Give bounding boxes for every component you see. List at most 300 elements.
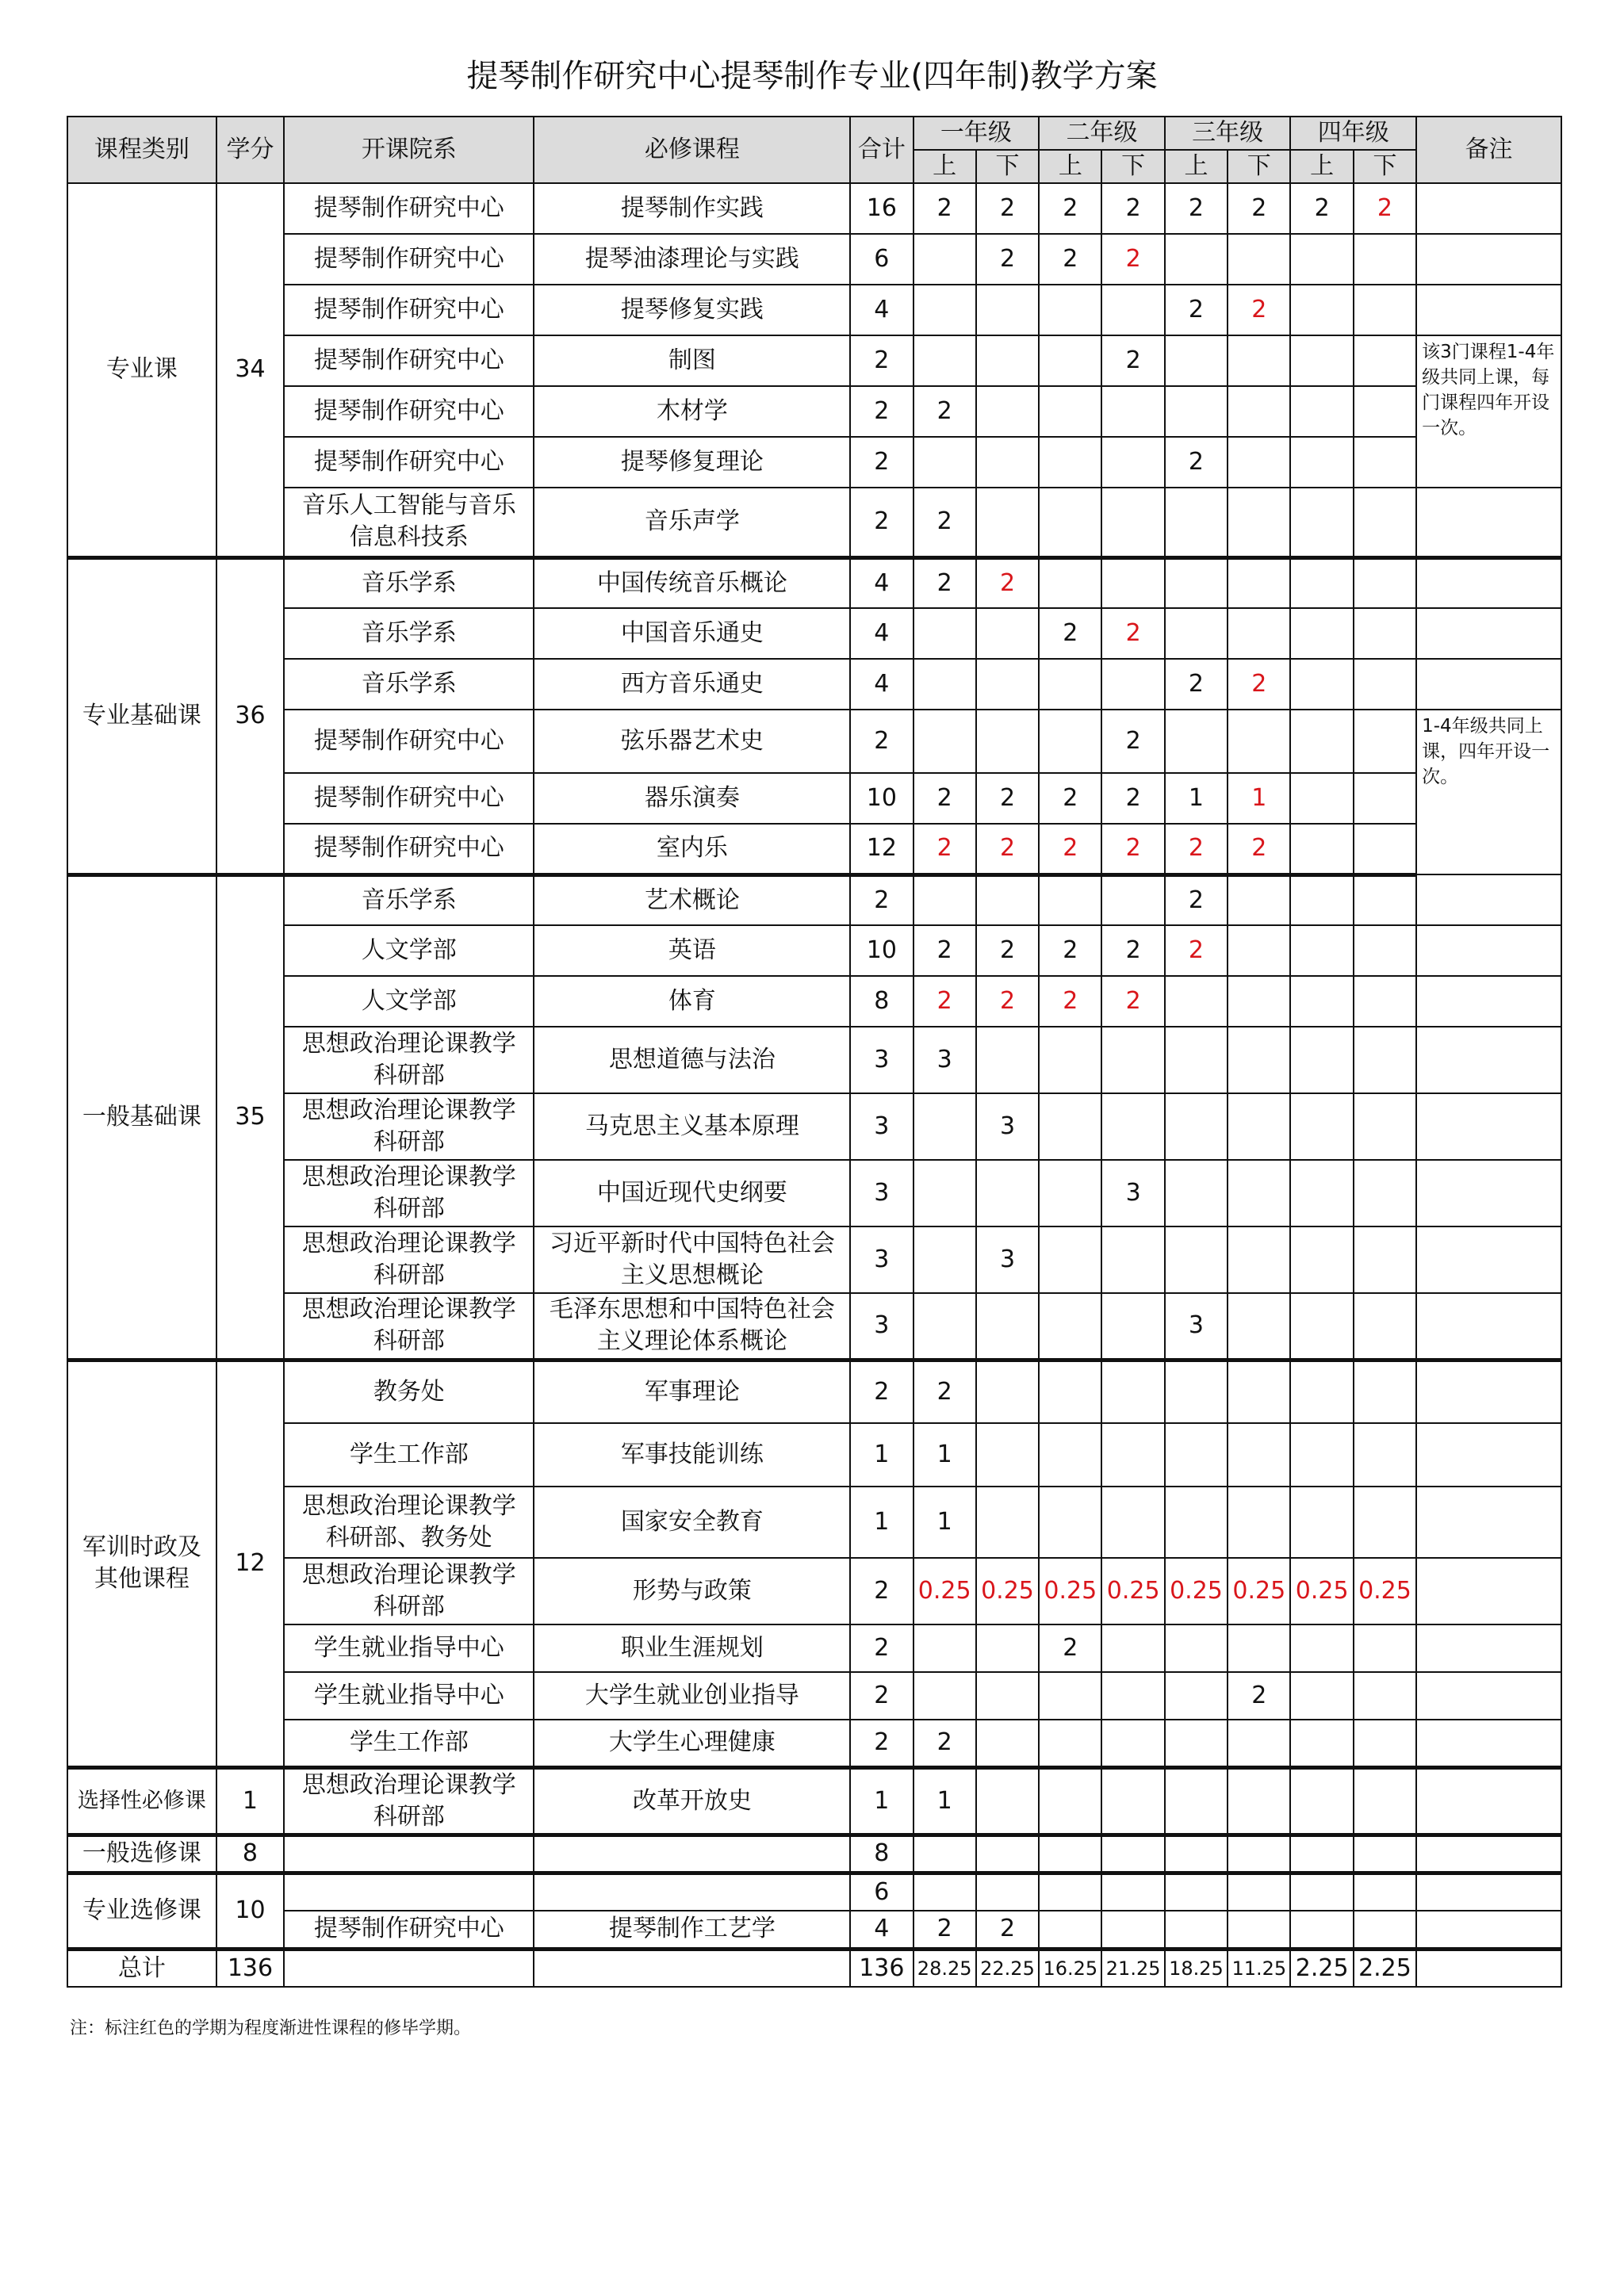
table-row xyxy=(67,1624,1561,1672)
semester-credits xyxy=(1039,1293,1101,1360)
semester-credits xyxy=(1228,1360,1290,1423)
table-row xyxy=(67,976,1561,1027)
course-category: 专业基础课 xyxy=(67,557,216,874)
course-name: 中国近现代史纲要 xyxy=(534,1160,850,1226)
semester-credits: 3 xyxy=(914,1027,976,1093)
course-total: 1 xyxy=(850,1423,913,1487)
course-name: 弦乐器艺术史 xyxy=(534,710,850,773)
semester-credits xyxy=(1165,1027,1228,1093)
semester-credits: 2 xyxy=(1165,437,1228,488)
totals-semester: 2.25 xyxy=(1290,1949,1353,1987)
remark-empty xyxy=(1416,1835,1561,1873)
course-name: 习近平新时代中国特色社会主义思想概论 xyxy=(534,1226,850,1293)
offering-dept: 提琴制作研究中心 xyxy=(284,386,534,437)
header-total: 合计 xyxy=(850,117,913,183)
semester-credits xyxy=(1101,285,1164,335)
table-row xyxy=(67,1672,1561,1720)
table-row xyxy=(67,1423,1561,1487)
offering-dept: 提琴制作研究中心 xyxy=(284,773,534,824)
offering-dept: 提琴制作研究中心 xyxy=(284,234,534,285)
table-row xyxy=(67,874,1561,925)
totals-semester: 28.25 xyxy=(914,1949,976,1987)
semester-credits xyxy=(1354,1835,1416,1873)
totals-semester: 2.25 xyxy=(1354,1949,1416,1987)
semester-credits xyxy=(1354,1160,1416,1226)
offering-dept: 学生工作部 xyxy=(284,1423,534,1487)
semester-credits xyxy=(914,874,976,925)
semester-credits xyxy=(976,1873,1039,1911)
semester-credits xyxy=(1039,1093,1101,1160)
semester-credits xyxy=(914,1873,976,1911)
semester-credits xyxy=(1228,488,1290,557)
semester-credits xyxy=(976,1487,1039,1558)
header-year-4: 四年级 xyxy=(1290,117,1416,150)
offering-dept: 音乐学系 xyxy=(284,557,534,608)
semester-credits xyxy=(914,1624,976,1672)
semester-credits: 2 xyxy=(976,183,1039,234)
semester-credits xyxy=(1354,925,1416,976)
semester-credits: 2 xyxy=(1228,1672,1290,1720)
semester-credits xyxy=(1290,557,1353,608)
remark-empty xyxy=(1416,608,1561,659)
teaching-plan-table xyxy=(67,116,1562,1988)
remark-empty xyxy=(1416,1624,1561,1672)
remark-empty xyxy=(1416,1293,1561,1360)
semester-credits: 2 xyxy=(914,925,976,976)
semester-credits xyxy=(1290,1873,1353,1911)
semester-credits xyxy=(914,234,976,285)
remark-empty xyxy=(1416,183,1561,234)
semester-credits: 2 xyxy=(976,557,1039,608)
semester-credits xyxy=(1290,608,1353,659)
category-credits: 10 xyxy=(216,1873,284,1949)
semester-credits xyxy=(1101,1720,1164,1767)
table-row xyxy=(67,557,1561,608)
semester-credits xyxy=(1101,437,1164,488)
footnote: 注：标注红色的学期为程度渐进性课程的修毕学期。 xyxy=(70,2019,472,2038)
offering-dept: 思想政治理论课教学科研部 xyxy=(284,1767,534,1835)
semester-credits xyxy=(914,335,976,386)
semester-credits xyxy=(1165,1093,1228,1160)
semester-credits xyxy=(976,335,1039,386)
semester-credits xyxy=(1101,1027,1164,1093)
semester-credits: 2 xyxy=(1101,773,1164,824)
semester-credits xyxy=(914,1293,976,1360)
course-name: 提琴制作实践 xyxy=(534,183,850,234)
semester-credits: 2 xyxy=(976,1911,1039,1949)
semester-credits xyxy=(1039,557,1101,608)
semester-credits: 0.25 xyxy=(1039,1558,1101,1624)
table-row xyxy=(67,1911,1561,1949)
semester-credits xyxy=(1228,608,1290,659)
course-total: 4 xyxy=(850,659,913,710)
header-semester-upper: 上 xyxy=(914,150,976,183)
header-semester-upper: 上 xyxy=(1290,150,1353,183)
remark-empty xyxy=(1416,1720,1561,1767)
semester-credits xyxy=(1354,1911,1416,1949)
course-total: 6 xyxy=(850,1873,913,1911)
semester-credits xyxy=(1354,386,1416,437)
course-name: 提琴制作工艺学 xyxy=(534,1911,850,1949)
semester-credits xyxy=(1039,1767,1101,1835)
table-row xyxy=(67,1027,1561,1093)
semester-credits xyxy=(1101,557,1164,608)
course-total: 16 xyxy=(850,183,913,234)
semester-credits xyxy=(1165,1624,1228,1672)
semester-credits xyxy=(976,1360,1039,1423)
semester-credits: 2 xyxy=(1101,824,1164,874)
header-year-1: 一年级 xyxy=(914,117,1040,150)
course-name: 制图 xyxy=(534,335,850,386)
semester-credits xyxy=(1290,925,1353,976)
header-course: 必修课程 xyxy=(534,117,850,183)
semester-credits xyxy=(1228,1767,1290,1835)
semester-credits xyxy=(1354,557,1416,608)
semester-credits xyxy=(976,1672,1039,1720)
offering-dept: 思想政治理论课教学科研部、教务处 xyxy=(284,1487,534,1558)
offering-dept: 提琴制作研究中心 xyxy=(284,1911,534,1949)
semester-credits xyxy=(1290,437,1353,488)
course-category: 选择性必修课 xyxy=(67,1767,216,1835)
semester-credits: 2 xyxy=(914,1911,976,1949)
semester-credits xyxy=(1101,1624,1164,1672)
table-row xyxy=(67,183,1561,234)
offering-dept: 提琴制作研究中心 xyxy=(284,335,534,386)
course-total: 2 xyxy=(850,710,913,773)
semester-credits: 2 xyxy=(914,976,976,1027)
table-row xyxy=(67,437,1561,488)
semester-credits: 1 xyxy=(914,1423,976,1487)
category-credits: 8 xyxy=(216,1835,284,1873)
offering-dept: 教务处 xyxy=(284,1360,534,1423)
semester-credits xyxy=(1290,1226,1353,1293)
semester-credits: 2 xyxy=(914,1360,976,1423)
offering-dept: 音乐人工智能与音乐信息科技系 xyxy=(284,488,534,557)
semester-credits xyxy=(1101,659,1164,710)
course-name: 体育 xyxy=(534,976,850,1027)
table-row xyxy=(67,1360,1561,1423)
course-total: 4 xyxy=(850,1911,913,1949)
semester-credits xyxy=(976,1160,1039,1226)
offering-dept: 人文学部 xyxy=(284,925,534,976)
semester-credits xyxy=(1290,234,1353,285)
semester-credits xyxy=(1290,1835,1353,1873)
totals-semester: 18.25 xyxy=(1165,1949,1228,1987)
remark-empty xyxy=(1416,925,1561,976)
course-category: 专业课 xyxy=(67,183,216,557)
semester-credits xyxy=(1101,1360,1164,1423)
semester-credits: 0.25 xyxy=(1290,1558,1353,1624)
course-total: 4 xyxy=(850,608,913,659)
semester-credits xyxy=(1165,335,1228,386)
semester-credits xyxy=(976,386,1039,437)
semester-credits xyxy=(1101,1487,1164,1558)
semester-credits xyxy=(1354,1423,1416,1487)
semester-credits xyxy=(914,710,976,773)
semester-credits xyxy=(1101,1093,1164,1160)
semester-credits xyxy=(1039,1360,1101,1423)
semester-credits xyxy=(1228,1226,1290,1293)
course-total: 2 xyxy=(850,488,913,557)
semester-credits xyxy=(1039,1027,1101,1093)
semester-credits xyxy=(1039,1873,1101,1911)
semester-credits: 2 xyxy=(1101,710,1164,773)
course-name xyxy=(534,1835,850,1873)
semester-credits xyxy=(1039,386,1101,437)
semester-credits xyxy=(1354,710,1416,773)
semester-credits: 2 xyxy=(1101,335,1164,386)
semester-credits xyxy=(976,488,1039,557)
header-credits: 学分 xyxy=(216,117,284,183)
semester-credits xyxy=(1101,1226,1164,1293)
semester-credits: 2 xyxy=(1039,976,1101,1027)
course-name: 思想道德与法治 xyxy=(534,1027,850,1093)
semester-credits xyxy=(1039,1911,1101,1949)
remark-empty xyxy=(1416,1558,1561,1624)
category-credits: 1 xyxy=(216,1767,284,1835)
totals-dept-empty xyxy=(284,1949,534,1987)
semester-credits xyxy=(1290,1293,1353,1360)
course-category: 军训时政及其他课程 xyxy=(67,1360,216,1767)
semester-credits xyxy=(914,1672,976,1720)
semester-credits xyxy=(914,437,976,488)
header-semester-lower: 下 xyxy=(1354,150,1416,183)
semester-credits: 2 xyxy=(1039,925,1101,976)
category-credits: 34 xyxy=(216,183,284,557)
semester-credits xyxy=(1290,976,1353,1027)
course-total: 3 xyxy=(850,1226,913,1293)
semester-credits xyxy=(1354,285,1416,335)
offering-dept: 人文学部 xyxy=(284,976,534,1027)
semester-credits xyxy=(1290,1672,1353,1720)
semester-credits: 0.25 xyxy=(1354,1558,1416,1624)
semester-credits xyxy=(976,1293,1039,1360)
semester-credits: 0.25 xyxy=(1228,1558,1290,1624)
semester-credits xyxy=(1228,1027,1290,1093)
offering-dept: 学生工作部 xyxy=(284,1720,534,1767)
semester-credits: 2 xyxy=(1101,925,1164,976)
totals-label: 总计 xyxy=(67,1949,216,1987)
semester-credits xyxy=(976,1027,1039,1093)
semester-credits xyxy=(1354,335,1416,386)
semester-credits xyxy=(1354,234,1416,285)
semester-credits xyxy=(1039,335,1101,386)
course-total: 8 xyxy=(850,976,913,1027)
table-row xyxy=(67,1487,1561,1558)
offering-dept: 学生就业指导中心 xyxy=(284,1624,534,1672)
semester-credits xyxy=(1228,1423,1290,1487)
semester-credits xyxy=(1290,335,1353,386)
semester-credits xyxy=(1165,488,1228,557)
semester-credits xyxy=(1039,1835,1101,1873)
semester-credits: 2 xyxy=(914,557,976,608)
remark-empty xyxy=(1416,1423,1561,1487)
course-total: 2 xyxy=(850,335,913,386)
remark-empty xyxy=(1416,1160,1561,1226)
semester-credits xyxy=(976,437,1039,488)
semester-credits xyxy=(1354,1487,1416,1558)
semester-credits xyxy=(1101,1672,1164,1720)
semester-credits xyxy=(1290,659,1353,710)
plan-body xyxy=(67,183,1561,1987)
table-row xyxy=(67,1558,1561,1624)
semester-credits xyxy=(1165,1873,1228,1911)
course-name: 中国传统音乐概论 xyxy=(534,557,850,608)
semester-credits xyxy=(1039,488,1101,557)
remark-empty xyxy=(1416,1487,1561,1558)
semester-credits: 2 xyxy=(1039,183,1101,234)
semester-credits xyxy=(1354,824,1416,874)
offering-dept: 提琴制作研究中心 xyxy=(284,824,534,874)
semester-credits xyxy=(1290,1360,1353,1423)
table-row xyxy=(67,234,1561,285)
semester-credits xyxy=(1290,1720,1353,1767)
semester-credits: 2 xyxy=(914,386,976,437)
semester-credits: 0.25 xyxy=(1101,1558,1164,1624)
table-row xyxy=(67,1226,1561,1293)
header-dept: 开课院系 xyxy=(284,117,534,183)
header-category: 课程类别 xyxy=(67,117,216,183)
semester-credits xyxy=(1039,285,1101,335)
semester-credits xyxy=(976,1624,1039,1672)
course-total: 2 xyxy=(850,1720,913,1767)
course-name: 中国音乐通史 xyxy=(534,608,850,659)
remark-empty xyxy=(1416,234,1561,285)
semester-credits xyxy=(914,1093,976,1160)
semester-credits xyxy=(1290,1093,1353,1160)
header-semester-upper: 上 xyxy=(1165,150,1228,183)
course-total: 2 xyxy=(850,1360,913,1423)
page-title: 提琴制作研究中心提琴制作专业(四年制)教学方案 xyxy=(466,58,1158,94)
semester-credits: 3 xyxy=(976,1226,1039,1293)
semester-credits: 2 xyxy=(1165,659,1228,710)
header-semester-upper: 上 xyxy=(1039,150,1101,183)
course-total: 12 xyxy=(850,824,913,874)
course-name: 室内乐 xyxy=(534,824,850,874)
semester-credits: 2 xyxy=(1039,608,1101,659)
semester-credits xyxy=(1165,1360,1228,1423)
semester-credits xyxy=(1354,1672,1416,1720)
remark-empty xyxy=(1416,1027,1561,1093)
totals-row xyxy=(67,1949,1561,1987)
offering-dept: 学生就业指导中心 xyxy=(284,1672,534,1720)
table-row xyxy=(67,1767,1561,1835)
remark-empty xyxy=(1416,976,1561,1027)
semester-credits: 2 xyxy=(1228,824,1290,874)
semester-credits xyxy=(1354,1027,1416,1093)
course-total: 2 xyxy=(850,386,913,437)
semester-credits: 3 xyxy=(976,1093,1039,1160)
totals-total: 136 xyxy=(850,1949,913,1987)
semester-credits xyxy=(1228,1720,1290,1767)
totals-semester: 11.25 xyxy=(1228,1949,1290,1987)
semester-credits xyxy=(1354,1624,1416,1672)
table-row xyxy=(67,386,1561,437)
semester-credits xyxy=(1228,234,1290,285)
semester-credits xyxy=(976,285,1039,335)
course-total: 1 xyxy=(850,1487,913,1558)
semester-credits xyxy=(1165,976,1228,1027)
semester-credits xyxy=(1101,488,1164,557)
semester-credits xyxy=(1290,1624,1353,1672)
semester-credits xyxy=(1354,608,1416,659)
semester-credits: 2 xyxy=(914,1720,976,1767)
semester-credits xyxy=(1101,1293,1164,1360)
offering-dept: 提琴制作研究中心 xyxy=(284,183,534,234)
course-name: 木材学 xyxy=(534,386,850,437)
semester-credits: 3 xyxy=(1101,1160,1164,1226)
course-name: 毛泽东思想和中国特色社会主义理论体系概论 xyxy=(534,1293,850,1360)
semester-credits xyxy=(1228,437,1290,488)
semester-credits xyxy=(1101,1835,1164,1873)
totals-semester: 21.25 xyxy=(1101,1949,1164,1987)
course-name: 军事理论 xyxy=(534,1360,850,1423)
semester-credits: 2 xyxy=(1039,234,1101,285)
course-total: 8 xyxy=(850,1835,913,1873)
semester-credits xyxy=(976,874,1039,925)
offering-dept: 思想政治理论课教学科研部 xyxy=(284,1558,534,1624)
semester-credits: 2 xyxy=(1354,183,1416,234)
semester-credits xyxy=(1228,557,1290,608)
table-row xyxy=(67,824,1561,874)
semester-credits xyxy=(914,1160,976,1226)
offering-dept: 提琴制作研究中心 xyxy=(284,710,534,773)
table-row xyxy=(67,285,1561,335)
totals-credits: 136 xyxy=(216,1949,284,1987)
semester-credits xyxy=(1165,608,1228,659)
semester-credits xyxy=(914,1226,976,1293)
semester-credits xyxy=(1165,1226,1228,1293)
semester-credits xyxy=(1165,1720,1228,1767)
semester-credits: 1 xyxy=(914,1767,976,1835)
semester-credits xyxy=(1165,1672,1228,1720)
semester-credits xyxy=(1290,1423,1353,1487)
semester-credits: 0.25 xyxy=(914,1558,976,1624)
semester-credits xyxy=(1354,1720,1416,1767)
table-row xyxy=(67,1835,1561,1873)
table-row xyxy=(67,1873,1561,1911)
semester-credits xyxy=(1039,659,1101,710)
course-name xyxy=(534,1873,850,1911)
semester-credits: 2 xyxy=(1101,976,1164,1027)
remark-empty xyxy=(1416,1672,1561,1720)
offering-dept: 音乐学系 xyxy=(284,874,534,925)
semester-credits xyxy=(1165,1911,1228,1949)
semester-credits: 2 xyxy=(1228,285,1290,335)
course-category: 专业选修课 xyxy=(67,1873,216,1949)
semester-credits: 2 xyxy=(976,824,1039,874)
semester-credits xyxy=(1101,386,1164,437)
semester-credits xyxy=(1165,557,1228,608)
semester-credits xyxy=(1039,437,1101,488)
semester-credits xyxy=(1228,1624,1290,1672)
semester-credits xyxy=(1165,1160,1228,1226)
header-year-3: 三年级 xyxy=(1165,117,1291,150)
semester-credits xyxy=(1354,1093,1416,1160)
offering-dept: 思想政治理论课教学科研部 xyxy=(284,1027,534,1093)
course-total: 3 xyxy=(850,1027,913,1093)
semester-credits xyxy=(1228,925,1290,976)
semester-credits xyxy=(1039,874,1101,925)
course-name: 职业生涯规划 xyxy=(534,1624,850,1672)
course-name: 提琴修复实践 xyxy=(534,285,850,335)
semester-credits xyxy=(1165,1835,1228,1873)
semester-credits: 2 xyxy=(1039,773,1101,824)
remark-empty xyxy=(1416,1226,1561,1293)
course-total: 4 xyxy=(850,557,913,608)
table-row xyxy=(67,1093,1561,1160)
semester-credits xyxy=(1165,234,1228,285)
